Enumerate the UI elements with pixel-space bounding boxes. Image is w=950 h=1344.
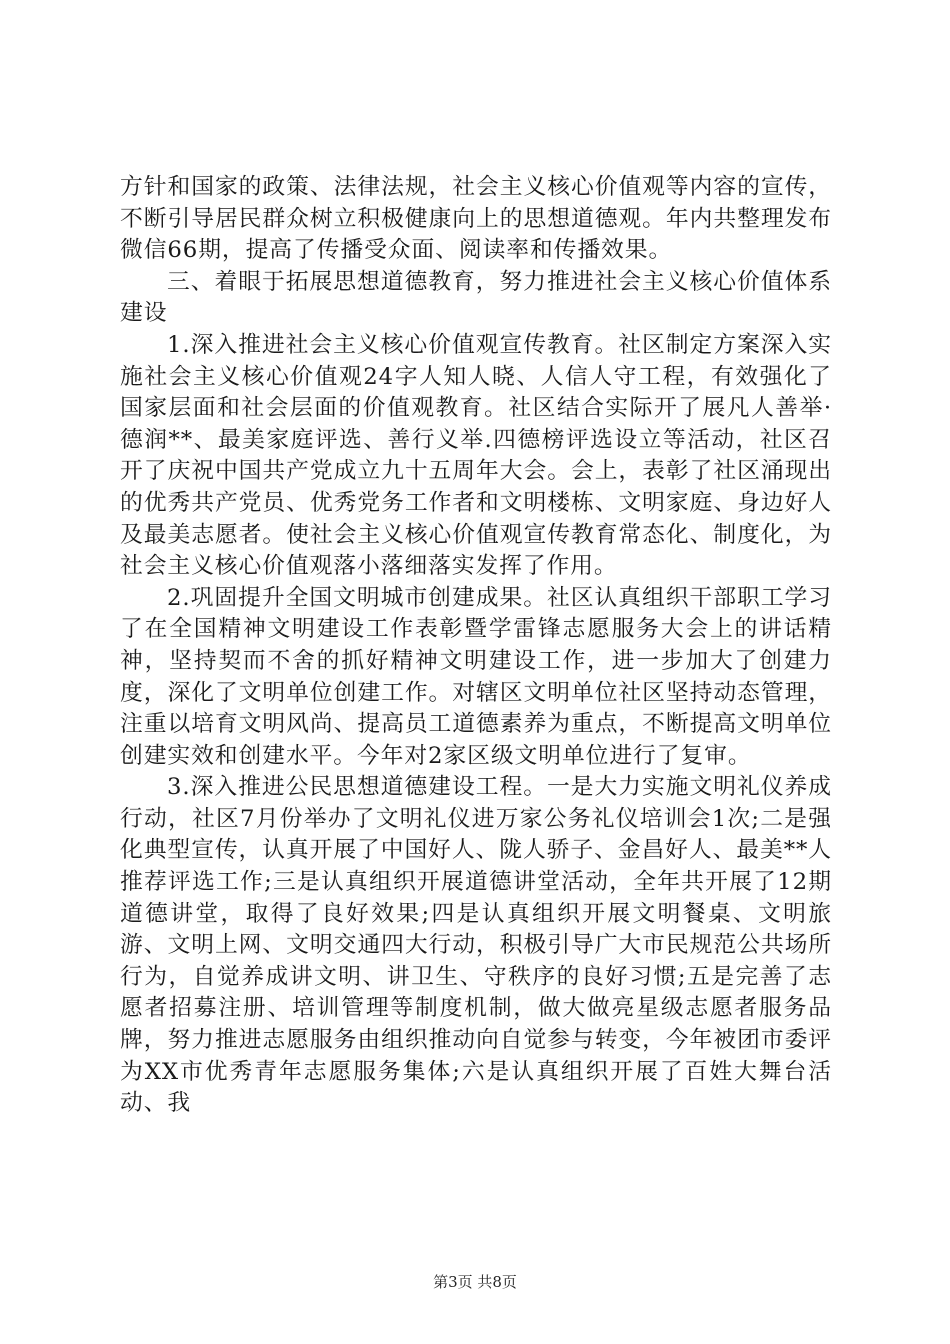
page-number-footer: 第3页 共8页 [433,1273,517,1291]
paragraph-continuation: 方针和国家的政策、法律法规，社会主义核心价值观等内容的宣传，不断引导居民群众树立积极健康向上的思想道德观。年内共整理发布微信66期，提高了传播受众面、阅读率和传播效果。 [120,174,832,264]
section-heading: 三、着眼于拓展思想道德教育，努力推进社会主义核心价值体系建设 [120,268,832,327]
paragraph-item-1: 1.深入推进社会主义核心价值观宣传教育。社区制定方案深入实施社会主义核心价值观24字人知人晓、人信人守工程，有效强化了国家层面和社会层面的价值观教育。社区结合实际开了展凡人善举·德润**、最美家庭评选、善行义举.四德榜评选设立等活动，社区召开了庆祝中国共产党成立九十五周年大会。会上，表彰了社区涌现出的优秀共产党员、优秀党务工作者和文明楼栋、文明家庭、身边好人及最美志愿者。使社会主义核心价值观宣传教育常态化、制度化，为社会主义核心价值观落小落细落实发挥了作用。 [120,331,832,580]
paragraph-item-2: 2.巩固提升全国文明城市创建成果。社区认真组织干部职工学习了在全国精神文明建设工作表彰暨学雷锋志愿服务大会上的讲话精神，坚持契而不舍的抓好精神文明建设工作，进一步加大了创建力度，深化了文明单位创建工作。对辖区文明单位社区坚持动态管理，注重以培育文明风尚、提高员工道德素养为重点，不断提高文明单位创建实效和创建水平。今年对2家区级文明单位进行了复审。 [120,584,832,769]
document-body [120,172,832,1120]
paragraph-item-3: 3.深入推进公民思想道德建设工程。一是大力实施文明礼仪养成行动，社区7月份举办了文明礼仪进万家公务礼仪培训会1次;二是强化典型宣传，认真开展了中国好人、陇人骄子、金昌好人、最美**人推荐评选工作;三是认真组织开展道德讲堂活动，全年共开展了12期道德讲堂，取得了良好效果;四是认真组织开展文明餐桌、文明旅游、文明上网、文明交通四大行动，积极引导广大市民规范公共场所行为，自觉养成讲文明、讲卫生、守秩序的良好习惯;五是完善了志愿者招募注册、培训管理等制度机制，做大做亮星级志愿者服务品牌，努力推进志愿服务由组织推动向自觉参与转变，今年被团市委评为XX市优秀青年志愿服务集体;六是认真组织开展了百姓大舞台活动、我 [120,774,832,1117]
